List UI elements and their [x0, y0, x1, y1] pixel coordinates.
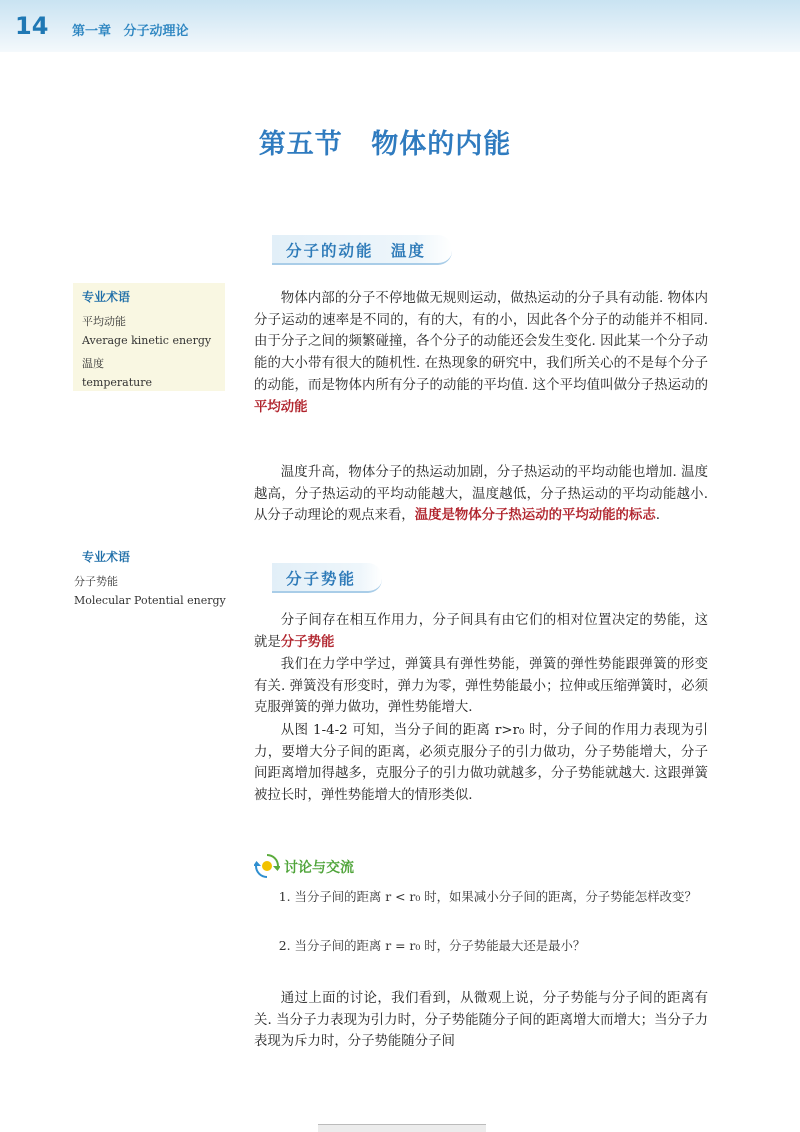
glossary-term: temperature — [82, 376, 153, 389]
paragraph: 温度升高，物体分子的热运动加剧，分子热运动的平均动能也增加. 温度越高，分子热运动的平均动能越大，温度越低，分子热运动的平均动能越小. 从分子动理论的观点来看，温度是物体分子热运动的平均动能的标志. — [254, 465, 708, 524]
paragraph: 从图 1-4-2 可知，当分子间的距离 r>r₀ 时，分子间的作用力表现为引力，要增大分子间的距离，必须克服分子的引力做功，分子势能增大，分子间距离增加得越多，克服分子的引力做功就越多，分子势能就越大. 这跟弹簧被拉长时，弹性势能增大的情形类似. — [254, 723, 708, 804]
glossary-term: 平均动能 — [82, 315, 126, 328]
discussion-question: 1. 当分子间的距离 r < r₀ 时，如果减小分子间的距离，分子势能怎样改变？ — [278, 889, 697, 904]
key-term: 分子势能 — [280, 633, 335, 650]
glossary-term: Molecular Potential energy — [74, 594, 226, 607]
subsection-heading-kinetic: 分子的动能 温度 — [272, 235, 452, 265]
key-statement: 温度是物体分子热运动的平均动能的标志 — [414, 507, 656, 524]
paragraph: 分子间存在相互作用力，分子间具有由它们的相对位置决定的势能，这就是分子势能 — [254, 613, 708, 650]
discussion-icon — [254, 853, 280, 879]
footer-bar — [318, 1124, 486, 1132]
section-title: 第五节 物体的内能 — [258, 129, 512, 160]
chapter-title: 第一章 分子动理论 — [72, 24, 189, 39]
key-term: 平均动能 — [254, 398, 308, 415]
glossary-term: 分子势能 — [74, 575, 118, 588]
discussion-title: 讨论与交流 — [284, 860, 354, 876]
glossary-label: 专业术语 — [82, 550, 131, 564]
page-number: 14 — [15, 12, 49, 40]
discussion-question: 2. 当分子间的距离 r = r₀ 时，分子势能最大还是最小？ — [278, 938, 586, 953]
glossary-term: Average kinetic energy — [82, 334, 212, 347]
glossary-term: 温度 — [82, 357, 104, 370]
glossary-label: 专业术语 — [82, 290, 131, 304]
paragraph: 物体内部的分子不停地做无规则运动，做热运动的分子具有动能. 物体内分子运动的速率是不同的，有的大，有的小，因此各个分子的动能并不相同. 由于分子之间的频繁碰撞，各个分子的动能还会发生变化. 因此某一个分子动能的大小带有很大的随机性. 在热现象的研究中，我们所关心的不是每个分子的动能，而是物体内所有分子的动能的平均值. 这个平均值叫做分子热运动的平均动能 — [254, 291, 708, 415]
paragraph: 我们在力学中学过，弹簧具有弹性势能，弹簧的弹性势能跟弹簧的形变有关. 弹簧没有形变时，弹力为零，弹性势能最小；拉伸或压缩弹簧时，必须克服弹簧的弹力做功，弹性势能增大. — [254, 657, 708, 716]
paragraph: 通过上面的讨论，我们看到，从微观上说，分子势能与分子间的距离有关. 当分子力表现为引力时，分子势能随分子间的距离增大而增大；当分子力表现为斥力时，分子势能随分子间 — [254, 991, 708, 1050]
subsection-heading-potential: 分子势能 — [272, 563, 382, 593]
